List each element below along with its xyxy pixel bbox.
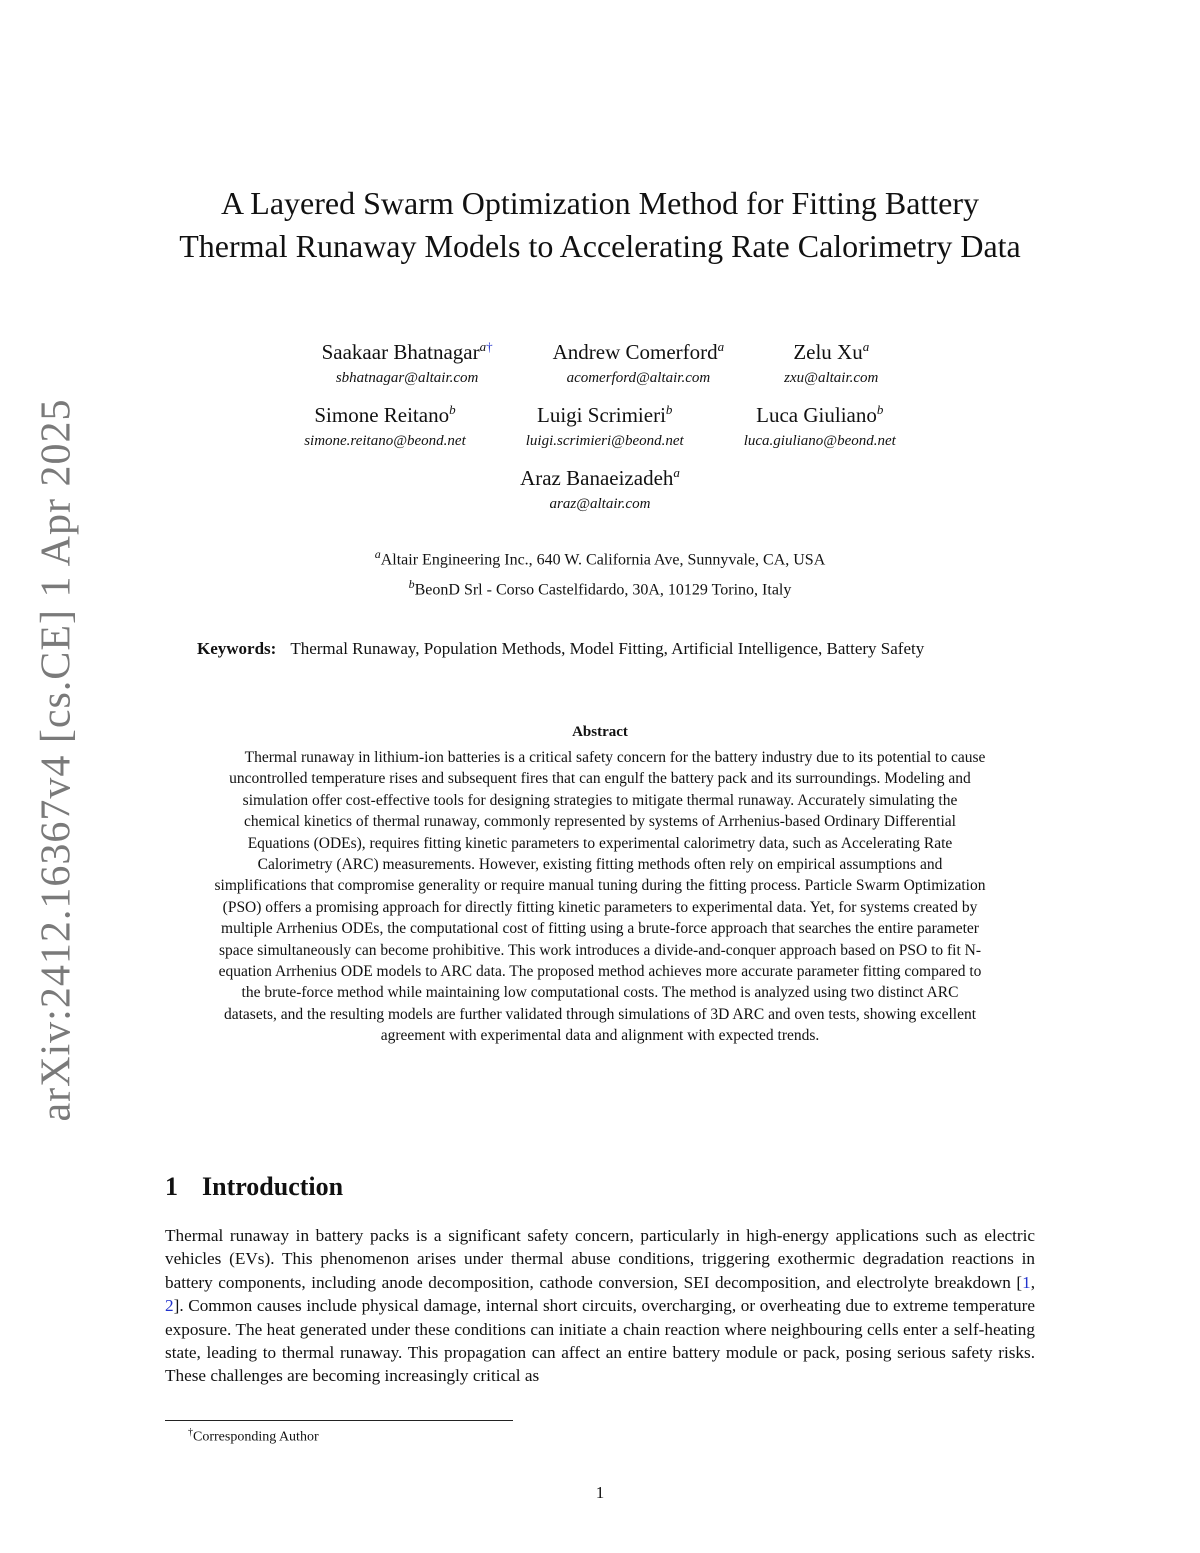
footnote-mark: † [188,1427,193,1438]
author-email: acomerford@altair.com [566,370,711,386]
affiliation-text: BeonD Srl - Corso Castelfidardo, 30A, 10129 Torino, Italy [414,581,792,599]
author-email: sbhatnagar@altair.com [335,370,479,386]
affiliation-text: Altair Engineering Inc., 640 W. California Ave, Sunnyvale, CA, USA [380,551,826,569]
author-row-2 [165,396,1035,453]
affiliation-mark: b [408,577,415,592]
paper-title: A Layered Swarm Optimization Method for Fitting Battery Thermal Runaway Models to Accelerating Rate Calorimetry Data [179,185,1021,264]
footnote-rule [165,1420,513,1421]
citation-link[interactable]: 1 [1022,1272,1031,1292]
affiliation [165,542,1035,572]
author-row-3 [165,459,1035,516]
author-affil-mark: b [665,402,673,417]
arxiv-stamp-text: arXiv:2412.16367v4 [cs.CE] 1 Apr 2025 [33,398,79,1122]
author-email: araz@altair.com [549,496,651,512]
author-name: Saakaar Bhatnagar [321,340,480,364]
author-name: Luca Giuliano [756,403,877,427]
affiliation-mark: a [374,547,381,561]
abstract-text: Thermal runaway in lithium-ion batteries is a critical safety concern for the battery industry due to its potential to cause uncontrolled temperature rises and subsequent fires that can engulf the battery pack and its surroundings. Modeling and simulation offer cost-effective tools for designing strategies to mitigate thermal runaway. Accurately simulating the chemical kinetics of thermal runaway, commonly represented by systems of Arrhenius-based Ordinary Differential Equations (ODEs), requires fitting kinetic parameters to experimental calorimetry data, such as Accelerating Rate Calorimetry (ARC) measurements. However, existing fitting methods often rely on empirical assumptions and simplifications that compromise generality or require manual tuning during the fitting process. Particle Swarm Optimization (PSO) offers a promising approach for directly fitting kinetic parameters to experimental data. Yet, for systems created by multiple Arrhenius ODEs, the computational cost of fitting using a brute-force approach that searches the entire parameter space simultaneously can become prohibitive. This work introduces a divide-and-conquer approach based on PSO to fit N-equation Arrhenius ODE models to ARC data. The proposed method achieves more accurate parameter fitting compared to the brute-force method while maintaining low computational costs. The method is analyzed using two distinct ARC datasets, and the resulting models are further validated through simulations of 3D ARC and oven tests, showing excellent agreement with experimental data and alignment with expected trends. [214,749,986,1045]
section-number: 1 [165,1172,178,1201]
page-number: 1 [595,1483,605,1502]
author-email: luigi.scrimieri@beond.net [525,433,684,449]
author-affil-mark: a [717,339,725,354]
section-title: Introduction [202,1172,344,1201]
author-affil-mark: b [876,402,884,417]
author-block [165,333,1035,516]
author-email: luca.giuliano@beond.net [743,433,896,449]
citation-link[interactable]: 2 [165,1296,174,1316]
keywords-text: Thermal Runaway, Population Methods, Model Fitting, Artificial Intelligence, Battery Safety [290,639,925,658]
citation-separator: , [1030,1272,1035,1292]
author-row-1 [165,333,1035,390]
author-email: simone.reitano@beond.net [304,433,466,449]
author-name: Zelu Xu [793,340,863,364]
author-affil-mark: a [479,339,487,354]
arxiv-stamp [20,398,92,1122]
author [714,396,926,453]
author [496,396,714,453]
author-affil-mark: a [862,339,870,354]
affiliation [165,572,1035,602]
author [754,333,908,390]
intro-text: ]. Common causes include physical damage, internal short circuits, overcharging, or overheating due to extreme temperature exposure. The heat generated under these conditions can initiate a chain reaction where neighbouring cells enter a self-heating state, leading to thermal runaway. This propagation can affect an entire battery module or pack, posing serious safety risks. These challenges are becoming increasingly critical as [165,1296,1035,1386]
intro-paragraph [165,1224,1035,1388]
keywords [165,637,1035,661]
author-email: zxu@altair.com [784,370,879,386]
corresponding-author-link[interactable]: † [486,339,493,354]
author [523,333,755,390]
author-affil-mark: a [673,465,680,480]
author-name: Araz Banaeizadeh [520,466,674,490]
keywords-label: Keywords: [197,639,277,658]
footnote [188,1427,319,1446]
section-heading [165,1172,343,1202]
author [490,459,710,516]
footnote-text: Corresponding Author [193,1429,319,1445]
author [274,396,496,453]
author-name: Luigi Scrimieri [537,403,666,427]
intro-text: Thermal runaway in battery packs is a significant safety concern, particularly in high-energy applications such as electric vehicles (EVs). This phenomenon arises under thermal abuse conditions, triggering exothermic degradation reactions in battery components, including anode decomposition, cathode conversion, SEI decomposition, and electrolyte breakdown [ [165,1226,1035,1292]
abstract [214,724,986,1047]
abstract-heading: Abstract [572,724,628,740]
author-name: Simone Reitano [314,403,450,427]
affiliations [165,542,1035,603]
author-name: Andrew Comerford [552,340,718,364]
author [292,333,523,390]
author-affil-mark: b [449,402,456,417]
